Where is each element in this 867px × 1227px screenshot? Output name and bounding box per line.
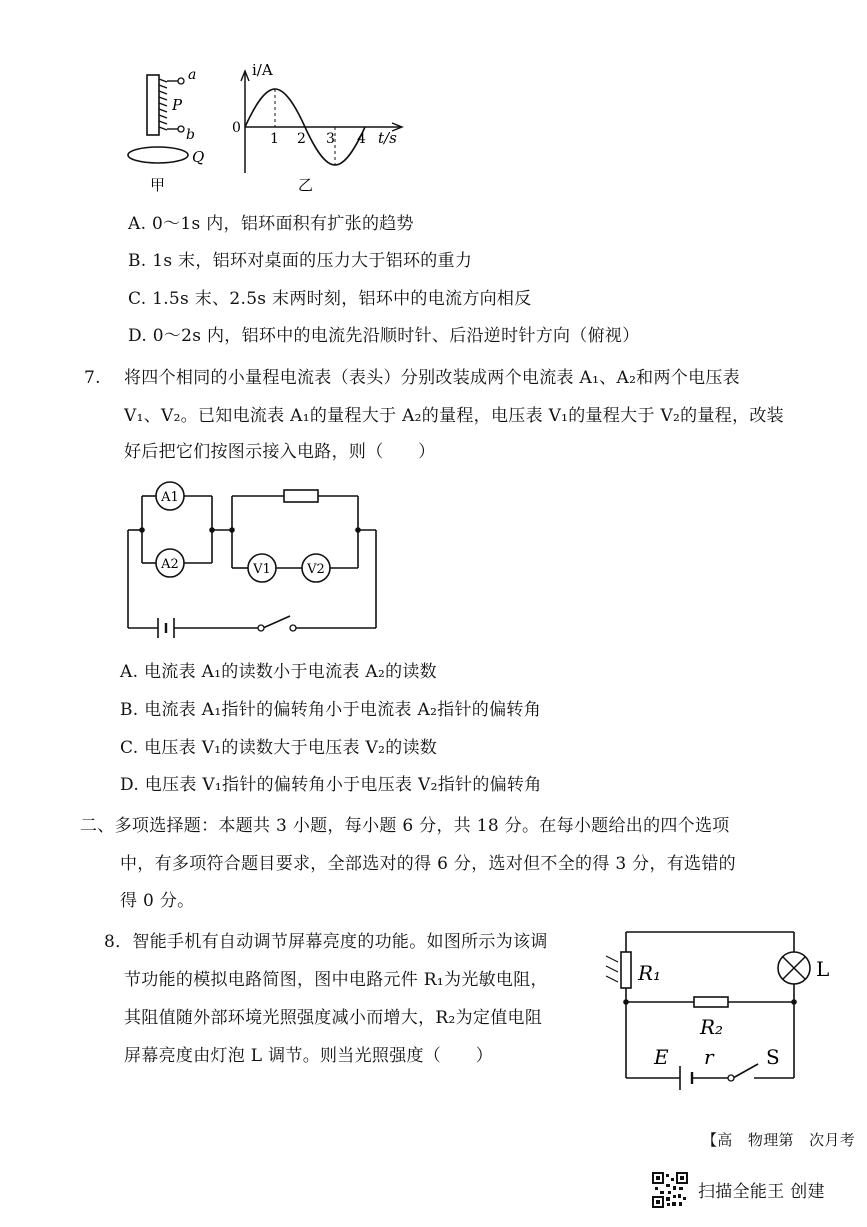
label-b: b [186,127,195,143]
label-P: P [172,96,183,114]
tick-3: 3 [326,131,335,147]
q8-stem-line4: 屏幕亮度由灯泡 L 调节。则当光照强度（ ） [124,1046,493,1066]
q7-number: 7. [84,368,101,388]
tick-1: 1 [270,131,279,147]
coil-diagram [128,67,204,194]
label-Q: Q [192,148,205,166]
q7-stem-line1: 将四个相同的小量程电流表（表头）分别改装成两个电流表 A₁、A₂和两个电压表 [124,368,740,388]
q6-option-a: A. 0～1s 内，铝环面积有扩张的趋势 [128,214,414,234]
q8-circuit-diagram [598,918,848,1098]
label-a: a [188,67,197,83]
svg-text:V1: V1 [253,562,271,577]
label-r: r [704,1045,714,1069]
label-S: S [766,1045,780,1069]
section2-line3: 得 0 分。 [120,891,195,911]
current-time-graph [232,61,402,194]
q7-stem-line3: 好后把它们按图示接入电路，则（ ） [124,442,436,462]
q7-option-a: A. 电流表 A₁的读数小于电流表 A₂的读数 [120,662,437,682]
y-axis-label: i/A [252,61,273,79]
svg-text:A2: A2 [161,557,179,572]
q7-option-c: C. 电压表 V₁的读数大于电压表 V₂的读数 [120,738,438,758]
label-R1: R₁ [638,961,662,985]
label-R2: R₂ [700,1015,724,1039]
section2-line1: 二、多项选择题：本题共 3 小题，每小题 6 分，共 18 分。在每小题给出的四个选项 [80,816,730,836]
section2-line2: 中，有多项符合题目要求，全部选对的得 6 分，选对但不全的得 3 分，有选错的 [120,854,736,874]
q6-option-b: B. 1s 末，铝环对桌面的压力大于铝环的重力 [128,251,473,271]
origin-label: 0 [232,120,241,136]
qr-code-icon [652,1172,688,1208]
page-mark: 【高 物理第 次月考 [702,1131,856,1149]
q6-option-d: D. 0～2s 内，铝环中的电流先沿顺时针、后沿逆时针方向（俯视） [128,326,640,346]
svg-text:A1: A1 [161,490,179,505]
svg-text:V2: V2 [307,562,325,577]
q8-stem-line1: 8．智能手机有自动调节屏幕亮度的功能。如图所示为该调 [104,932,548,952]
q7-option-d: D. 电压表 V₁指针的偏转角小于电压表 V₂指针的偏转角 [120,775,542,795]
label-yi: 乙 [298,176,314,194]
x-axis-label: t/s [378,129,397,147]
q7-option-b: B. 电流表 A₁指针的偏转角小于电流表 A₂指针的偏转角 [120,700,541,720]
lamp-L [778,952,810,984]
tick-4: 4 [357,131,366,147]
q8-stem-line2: 节功能的模拟电路简图，图中电路元件 R₁为光敏电阻， [124,970,548,990]
ammeter-a2 [156,549,184,577]
q7-circuit-diagram [118,478,390,646]
q7-stem-line2: V₁、V₂。已知电流表 A₁的量程大于 A₂的量程，电压表 V₁的量程大于 V₂的量程，改装 [124,406,784,426]
scanner-watermark: 扫描全能王 创建 [698,1182,825,1202]
label-E: E [654,1045,669,1069]
q6-figure [110,55,430,200]
q6-option-c: C. 1.5s 末、2.5s 末两时刻，铝环中的电流方向相反 [128,289,532,309]
voltmeter-v2 [302,554,330,582]
ammeter-a1 [156,482,184,510]
label-L: L [816,957,830,981]
q8-stem-line3: 其阻值随外部环境光照强度减小而增大，R₂为定值电阻 [124,1008,543,1028]
tick-2: 2 [297,131,306,147]
label-jia: 甲 [150,176,166,194]
voltmeter-v1 [248,554,276,582]
